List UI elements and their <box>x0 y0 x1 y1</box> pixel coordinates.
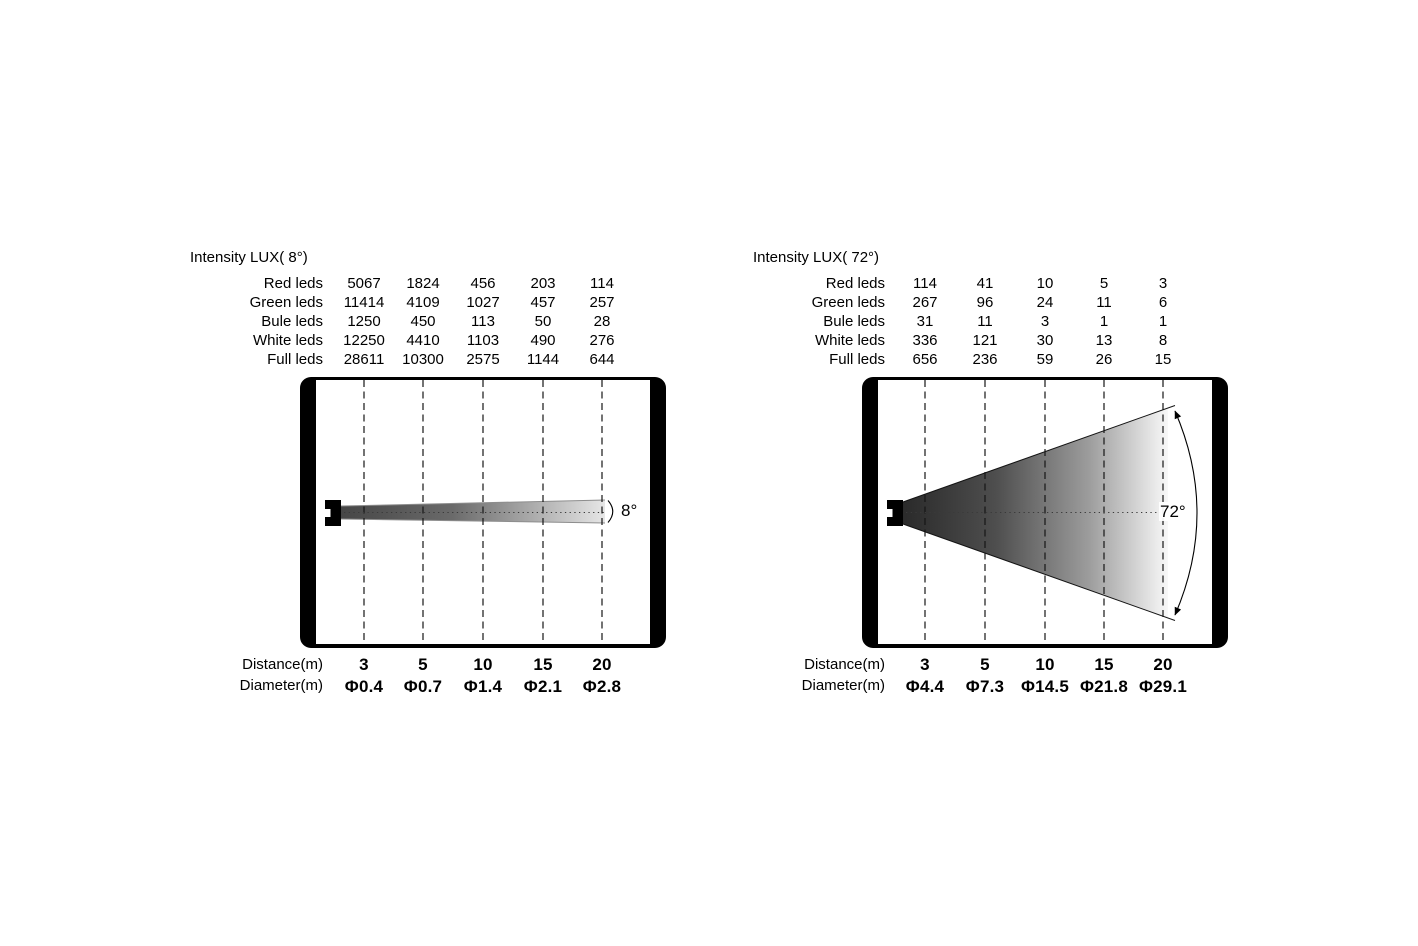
led-row-label: Full leds <box>829 351 885 368</box>
intensity-value: 11 <box>1096 294 1112 311</box>
intensity-value: 4410 <box>406 332 440 349</box>
intensity-value: 236 <box>972 351 998 368</box>
diameter-value: Φ14.5 <box>1020 677 1070 696</box>
intensity-title: Intensity LUX( 8°) <box>190 249 308 266</box>
beam-cone <box>903 408 1168 618</box>
diameter-value: Φ0.4 <box>344 677 384 696</box>
intensity-value: 656 <box>912 351 938 368</box>
intensity-value: 267 <box>912 294 938 311</box>
led-row-label: White leds <box>252 332 323 349</box>
intensity-value: 30 <box>1036 332 1054 349</box>
intensity-value: 10 <box>1036 275 1054 292</box>
diameter-axis-label: Diameter(m) <box>239 677 323 694</box>
intensity-value: 1 <box>1158 313 1168 330</box>
intensity-value: 1027 <box>466 294 500 311</box>
intensity-value: 5 <box>1099 275 1109 292</box>
intensity-value: 50 <box>534 313 552 330</box>
intensity-value: 15 <box>1154 351 1172 368</box>
distance-value: 3 <box>359 655 369 674</box>
beam-spread-graphic-8deg <box>316 380 650 644</box>
intensity-value: 4109 <box>406 294 440 311</box>
intensity-value: 28 <box>593 313 611 330</box>
intensity-value: 203 <box>530 275 556 292</box>
intensity-value: 114 <box>913 275 937 292</box>
led-row-label: Green leds <box>811 294 885 311</box>
distance-value: 20 <box>592 655 612 674</box>
intensity-value: 456 <box>470 275 496 292</box>
beam-angle-label: 8° <box>621 501 638 520</box>
intensity-value: 13 <box>1095 332 1113 349</box>
intensity-value: 24 <box>1036 294 1054 311</box>
diameter-axis-label: Diameter(m) <box>801 677 885 694</box>
led-row-label: Red leds <box>825 275 885 292</box>
intensity-value: 1 <box>1099 313 1109 330</box>
intensity-value: 11 <box>977 313 993 330</box>
intensity-title: Intensity LUX( 72°) <box>753 249 880 266</box>
diameter-value: Φ4.4 <box>905 677 945 696</box>
diameter-value: Φ7.3 <box>965 677 1005 696</box>
led-row-label: Full leds <box>267 351 323 368</box>
fixture-icon <box>887 500 903 526</box>
led-row-label: Red leds <box>263 275 323 292</box>
distance-axis-label: Distance(m) <box>242 656 323 673</box>
diameter-value: Φ2.8 <box>582 677 622 696</box>
beam-diagram-8deg-frame <box>300 377 666 648</box>
intensity-value: 121 <box>972 332 998 349</box>
intensity-value: 3 <box>1040 313 1050 330</box>
beam-angle-label: 72° <box>1160 502 1186 521</box>
intensity-value: 114 <box>590 275 614 292</box>
intensity-value: 644 <box>589 351 615 368</box>
intensity-value: 3 <box>1158 275 1168 292</box>
intensity-value: 31 <box>916 313 934 330</box>
intensity-value: 96 <box>976 294 994 311</box>
distance-value: 10 <box>473 655 493 674</box>
intensity-value: 26 <box>1095 351 1113 368</box>
intensity-value: 457 <box>530 294 556 311</box>
diameter-value: Φ29.1 <box>1138 677 1188 696</box>
diameter-value: Φ0.7 <box>403 677 443 696</box>
distance-axis-label: Distance(m) <box>804 656 885 673</box>
intensity-value: 41 <box>976 275 994 292</box>
distance-value: 10 <box>1035 655 1055 674</box>
distance-value: 5 <box>418 655 428 674</box>
intensity-value: 450 <box>410 313 436 330</box>
diameter-value: Φ21.8 <box>1079 677 1129 696</box>
intensity-value: 1250 <box>347 313 381 330</box>
intensity-value: 1144 <box>526 351 560 368</box>
led-row-label: Green leds <box>249 294 323 311</box>
fixture-icon <box>325 500 341 526</box>
intensity-value: 10300 <box>402 351 444 368</box>
intensity-value: 113 <box>471 313 495 330</box>
distance-value: 20 <box>1153 655 1173 674</box>
intensity-value: 2575 <box>466 351 500 368</box>
distance-value: 5 <box>980 655 990 674</box>
angle-arc <box>608 501 613 523</box>
intensity-value: 1103 <box>466 332 500 349</box>
intensity-value: 5067 <box>347 275 381 292</box>
diameter-value: Φ2.1 <box>523 677 563 696</box>
intensity-value: 28611 <box>343 351 385 368</box>
distance-value: 15 <box>533 655 553 674</box>
diameter-value: Φ1.4 <box>463 677 503 696</box>
intensity-value: 8 <box>1158 332 1168 349</box>
led-row-label: White leds <box>814 332 885 349</box>
led-row-label: Bule leds <box>261 313 323 330</box>
intensity-value: 490 <box>530 332 556 349</box>
led-row-label: Bule leds <box>823 313 885 330</box>
intensity-value: 336 <box>912 332 938 349</box>
distance-value: 3 <box>920 655 930 674</box>
distance-value: 15 <box>1094 655 1114 674</box>
intensity-value: 59 <box>1036 351 1054 368</box>
intensity-value: 12250 <box>343 332 385 349</box>
intensity-value: 257 <box>589 294 615 311</box>
intensity-value: 11414 <box>343 294 385 311</box>
intensity-value: 6 <box>1158 294 1168 311</box>
intensity-value: 1824 <box>406 275 440 292</box>
intensity-value: 276 <box>589 332 615 349</box>
